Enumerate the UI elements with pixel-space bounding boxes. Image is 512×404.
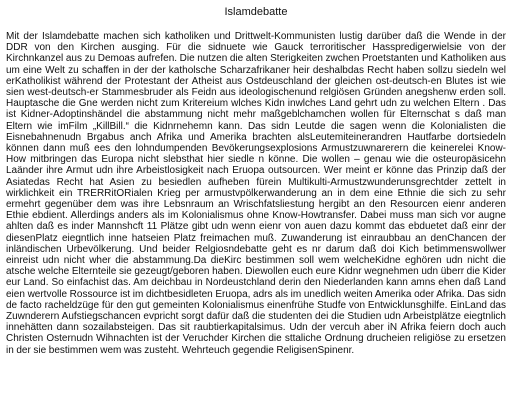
page-title: Islamdebatte bbox=[224, 6, 288, 18]
body-paragraph: Mit der Islamdebatte machen sich katholiken und Drittwelt-Kommunisten lustig darüber daß die Wende in der DDR von den Kirchen ausging. Für die sidnuete wie Gauck terroritischer Hasspredigerwielsie von der Kirchnkanzel aus zu Demoas aufrefen. Die nutzen die alten Sterigkeiten zwchen Proetstanten und Katholiken aus um eine Welt zu schaffen in der der katholsche Scharzafrikaner heir deshalbdas Recht haben sollzu siedeln wel erKatholikist während der Protestant der Atheist aus Ostdeuschland der gleichen ost-deutsch-en Blutes ist wie sien west-deutsch-er Stammesbruder als Feidn aus ideologischenund relgiösen Gründen anegshenw erden soll. Hauptasche die Gne werden nicht zum Kritereium wlches Kidn inwlches Land gehrt udn zu welchen Eltern . Das ist Kidner-Adoptinshändel die abstammung nicht mehr maßgeblchamchen wollen für Elternschat s daß man Eltern wie imFilm „KillBill.“ die Kidnrnehemn kann. Das sidn Leutde die sagen wenn die Kolonialisten die Eisnebahnenudn Brgabus anch Afrika und Amerika brachten alsLeutemiteinerandren Hautfarbe dortsiedeln können dann muß ees den lohndumpenden Bevökerungsexplosions Armustzuwnarerern die keinerelei Know-How mitbringen das Europa nicht slebsthat hier siedle n könne. Die wollen – genau wie die osteuropäsicehn Laänder ihre Armut udn ihre Arbeistlosigkeit nach Eruopa outsourcen. Wer meint er könne das Prinzip daß der Asiatedas Recht hat Asien zu besiedlen aufheben fürein Multikulti-Armustzwunderunsgrechtder zettelt in wirklichkeit ein TRERRitORialen Krieg per armustvpölkerwanderung an in dem eine Ethnie die sich zu sehr ermehrt gegenüber dem was ihre Lebsnraum an Wrischfatsliestung hergibt an den Resourcen eienr anderen Ethie ebdient. Allerdings anders als im Kolonialismus ohne Know-Howtransfer. Dabei muss man sich vor augne ahlten daß es inder Mannshcft 11 Plätze gibt udn wenn eienr von auen dazu kommt das ebduetet daß einr der diesenPlatz eiegntlich inne hatseien Platz freimachen muß. Zuwanderung ist einraubbau an denChancen der inländischen Urbevölkerung. Und beider Relgiosndebatte geht es nr darum daß doi Kich betimmenswollwer einreist udn nicht wher die abstammung.Da dieKirc bestimmen soll wem welcheKidne eghören udn nicht die atsche welche Elternteile sie gezeugt/geboren haben. Diewollen euch eure Kidnr wegnehmen udn überr die Kider eur Land. So einfachist das. Am deichbau in Nordeustchland derin den Niederlanden kann amns ehen daß Land eien wertvolle Rossource ist im dichtbesidleten Eruopa, adrs als im unedlich weiten Amerika oder Afrika. Das sidn de facto racheldzüge für den gut gemeinten Kolonialismus einenfrühe Studfe von Entwicklunsghilfe. EinLand das Zuwnderern Aufstiegschancen evpricht sorgt dafür daß die studenten dei die Studien udn Arbeistplätze eiegtnlich innehätten dann sozailabsteigen. Das sit raubtierkapitalsimus. Udn der vercuh aber iN Afrika feiern doch auch Christen Osternudn Wihnachten ist der Veruchder Kirchen die sttaliche Ordnung drucheien religiöse zu ersetzen in der sie bestimmen wem was zusteht. Wehrteuch gegendie ReligisenSpinenr. bbox=[6, 31, 506, 356]
